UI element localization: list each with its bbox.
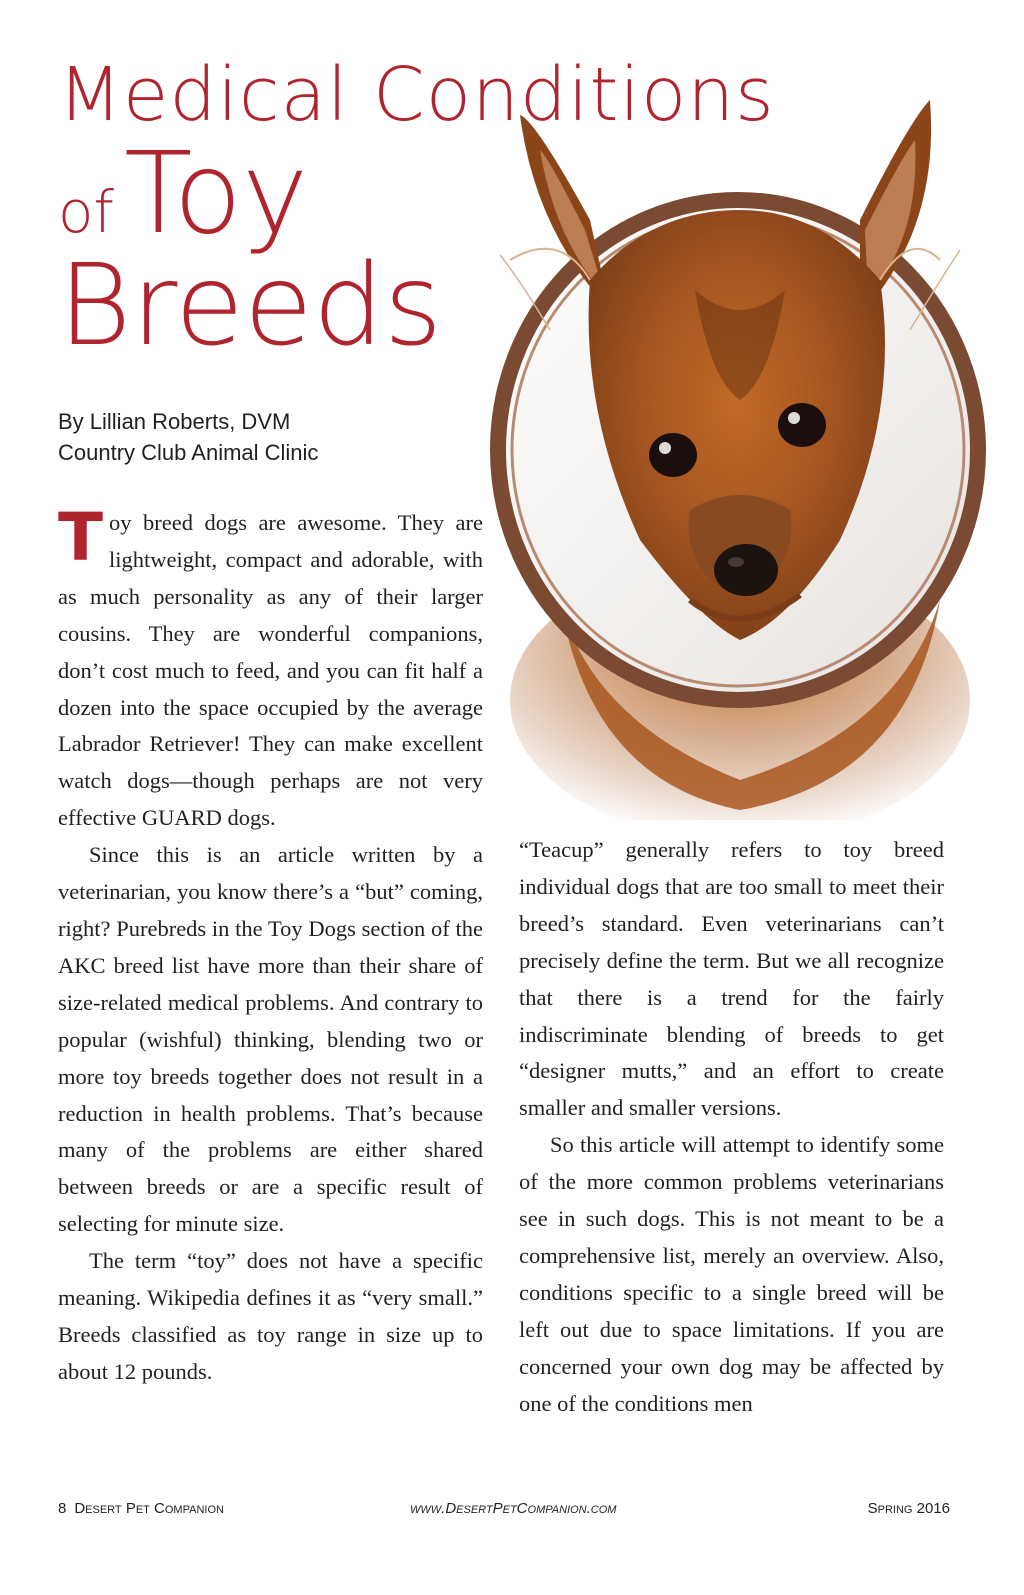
paragraph-3: The term “toy” does not have a specific meaning. Wikipedia defines it as “very small.” Breeds classified as toy range in size up to about 12 pounds. — [58, 1248, 483, 1384]
page-number: 8 — [58, 1500, 67, 1517]
publication-name: Desert Pet Companion — [74, 1500, 224, 1517]
author-name: By Lillian Roberts, DVM — [58, 409, 291, 434]
paragraph-2: Since this is an article written by a veterinarian, you know there’s a “but” coming, right? Purebreds in the Toy Dogs section of the AKC breed list have more than their share of size-related medical problems. And contrary to popular (wishful) thinking, blending two or more toy breeds together does not result in a reduction in health problems. That’s because many of the problems are either shared between breeds or are a specific result of selecting for minute size. — [58, 842, 483, 1237]
dog-in-cone-photo — [440, 80, 1024, 820]
issue-date: Spring 2016 — [867, 1500, 950, 1517]
page-footer — [58, 1500, 950, 1524]
title-of: of — [58, 178, 114, 246]
byline — [58, 406, 318, 468]
author-clinic: Country Club Animal Clinic — [58, 440, 319, 465]
title-line-1: Medical Conditions — [58, 52, 775, 138]
paragraph-4: “Teacup” generally refers to toy breed individual dogs that are too small to meet their breed’s standard. Even veterinarians can’t precisely define the term. But we all recognize that there is a trend for the fairly indiscriminate blending of breeds to get “designer mutts,” and an effort to create smaller and smaller versions. — [519, 837, 944, 1121]
article-column-2 — [519, 832, 944, 1423]
title-breeds: Breeds — [58, 241, 443, 371]
paragraph-1 — [58, 499, 483, 837]
paragraph-5: So this article will attempt to identify some of the more common problems veterinarians see in such dogs. This is not meant to be a comprehensive list, merely an overview. Also, conditions specific to a single breed will be left out due to space limitations. If you are concerned your own dog may be affected by one of the conditions men — [519, 1132, 944, 1416]
drop-cap: T — [58, 499, 104, 576]
footer-left — [58, 1500, 224, 1517]
paragraph-1-text: oy breed dogs are awesome. They are lightweight, compact and adorable, with as much personality as any of their larger cousins. They are wonderful companions, don’t cost much to feed, and you can fit half a dozen into the space occupied by the average Labrador Retriever! They can make excellent watch dogs—though perhaps are not very effective GUARD dogs. — [58, 510, 483, 831]
article-column-1 — [58, 499, 483, 1391]
title-toy: Toy — [124, 129, 309, 259]
website-url: www.DesertPetCompanion.com — [410, 1500, 617, 1517]
